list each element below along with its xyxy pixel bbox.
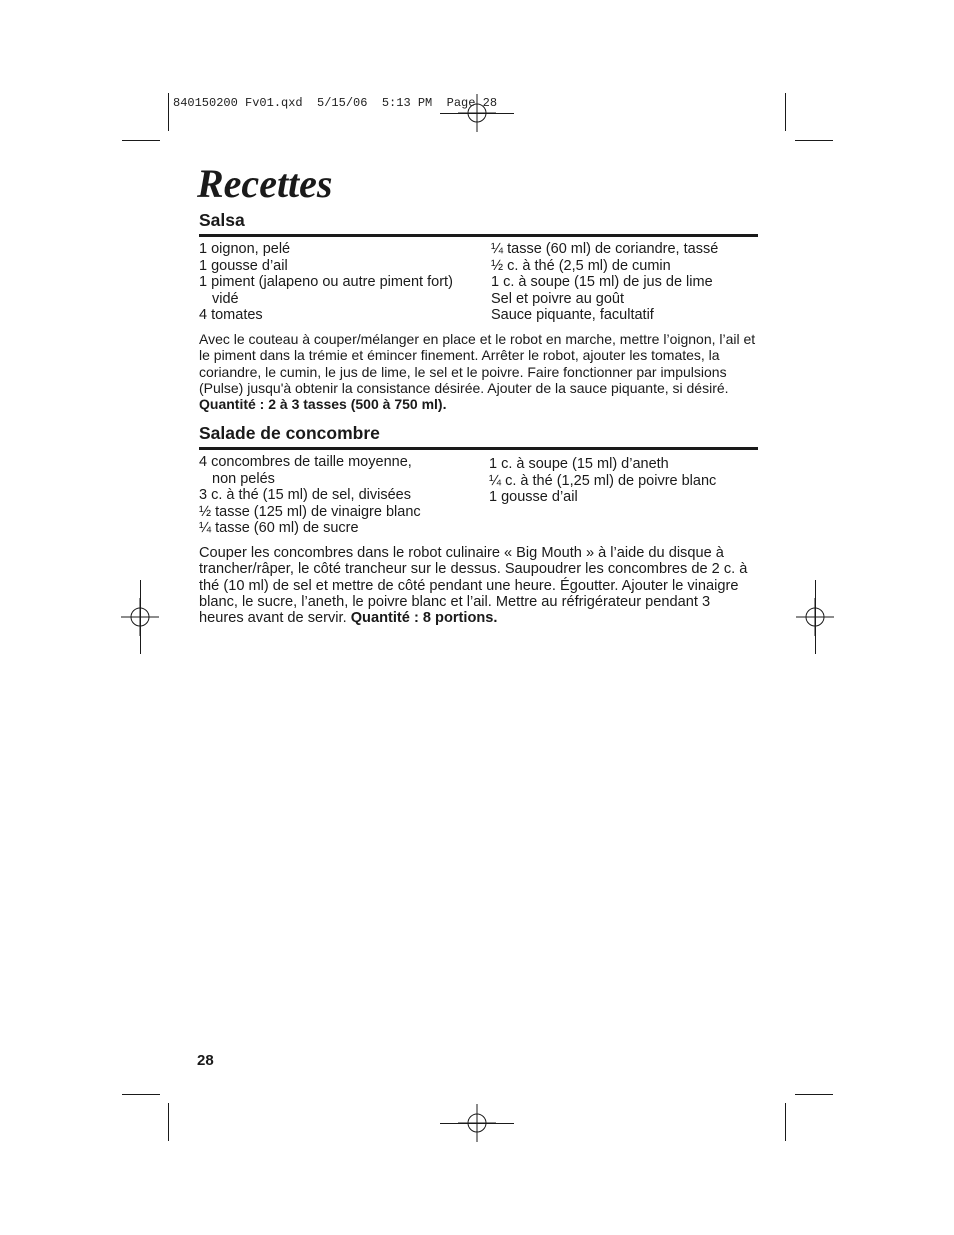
ingredient: non pelés bbox=[212, 470, 275, 487]
ingredient: vidé bbox=[212, 290, 239, 307]
crop-mark-top-right-v bbox=[785, 93, 786, 131]
reg-line-top-h bbox=[440, 113, 514, 114]
crop-mark-top-right-h bbox=[795, 140, 833, 141]
ingredient: Sel et poivre au goût bbox=[491, 290, 625, 307]
ingredient: 3 c. à thé (15 ml) de sel, divisées bbox=[199, 487, 411, 503]
ingredient: 1 c. à soupe (15 ml) de jus de lime bbox=[491, 274, 713, 290]
recipe-instructions bbox=[199, 545, 758, 626]
ingredients-left bbox=[199, 241, 453, 324]
ingredient: ¼ tasse (60 ml) de coriandre, tassé bbox=[491, 241, 719, 257]
page-title: Recettes bbox=[197, 161, 333, 206]
ingredient: 1 gousse d’ail bbox=[489, 489, 578, 505]
recipe-instructions bbox=[199, 331, 758, 412]
page-number: 28 bbox=[197, 1052, 214, 1069]
reg-line-right-v bbox=[815, 580, 816, 654]
recipe-salsa bbox=[199, 209, 758, 413]
reg-line-bottom-h bbox=[440, 1123, 514, 1124]
ingredient: 4 concombres de taille moyenne, bbox=[199, 454, 412, 470]
crop-mark-bottom-left-v bbox=[168, 1103, 169, 1141]
ingredient: 1 gousse d’ail bbox=[199, 257, 288, 274]
recipe-yield: Quantité : 2 à 3 tasses (500 à 750 ml). bbox=[199, 396, 447, 413]
crop-mark-bottom-right-v bbox=[785, 1103, 786, 1141]
ingredient: 1 c. à soupe (15 ml) d’aneth bbox=[489, 456, 669, 472]
ingredient: 1 oignon, pelé bbox=[199, 241, 291, 257]
reg-line-left-v bbox=[140, 580, 141, 654]
ingredients-right bbox=[491, 241, 718, 324]
ingredient: ½ c. à thé (2,5 ml) de cumin bbox=[491, 257, 671, 274]
slug-line: 840150200 Fv01.qxd 5/15/06 5:13 PM Page 28 bbox=[173, 96, 498, 110]
recipe-heading: Salade de concombre bbox=[199, 422, 758, 450]
ingredient: Sauce piquante, facultatif bbox=[491, 307, 654, 323]
instructions-text: Couper les concombres dans le robot culinaire « Big Mouth » à l’aide du disque à trancher/râper, le côté trancheur sur le dessus. Saupoudrer les concombres de 2 c. à thé (10 ml) de sel et mettre de côté pendant une heure. Égoutter. Ajouter le vinaigre blanc, le sucre, l’aneth, le poivre blanc et l’ail. Mettre au réfrigérateur pendant 3 heures avant de servir. bbox=[199, 545, 748, 627]
recipe-salade-concombre bbox=[199, 422, 758, 627]
crop-mark-bottom-left-h bbox=[122, 1094, 160, 1095]
crop-mark-top-left-v bbox=[168, 93, 169, 131]
recipe-yield: Quantité : 8 portions. bbox=[350, 610, 498, 627]
ingredient: 4 tomates bbox=[199, 307, 263, 323]
ingredients-right bbox=[489, 456, 716, 506]
instructions-text: Avec le couteau à couper/mélanger en place et le robot en marche, mettre l’oignon, l’ail et le piment dans la trémie et émincer finement. Arrêter le robot, ajouter les tomates, la coriandre, le cumin, le jus de lime, le sel et le poivre. Faire fonctionner par impulsions (Pulse) jusqu'à obtenir la consistance désirée. Ajouter de la sauce piquante, si désiré. bbox=[199, 331, 756, 396]
ingredient: ¼ c. à thé (1,25 ml) de poivre blanc bbox=[489, 472, 717, 489]
crop-mark-top-left-h bbox=[122, 140, 160, 141]
ingredient: ½ tasse (125 ml) de vinaigre blanc bbox=[199, 503, 421, 520]
ingredient: 1 piment (jalapeno ou autre piment fort) bbox=[199, 274, 453, 290]
ingredient: ¼ tasse (60 ml) de sucre bbox=[199, 520, 359, 536]
ingredients-left bbox=[199, 454, 421, 537]
crop-mark-bottom-right-h bbox=[795, 1094, 833, 1095]
recipe-heading: Salsa bbox=[199, 209, 758, 237]
